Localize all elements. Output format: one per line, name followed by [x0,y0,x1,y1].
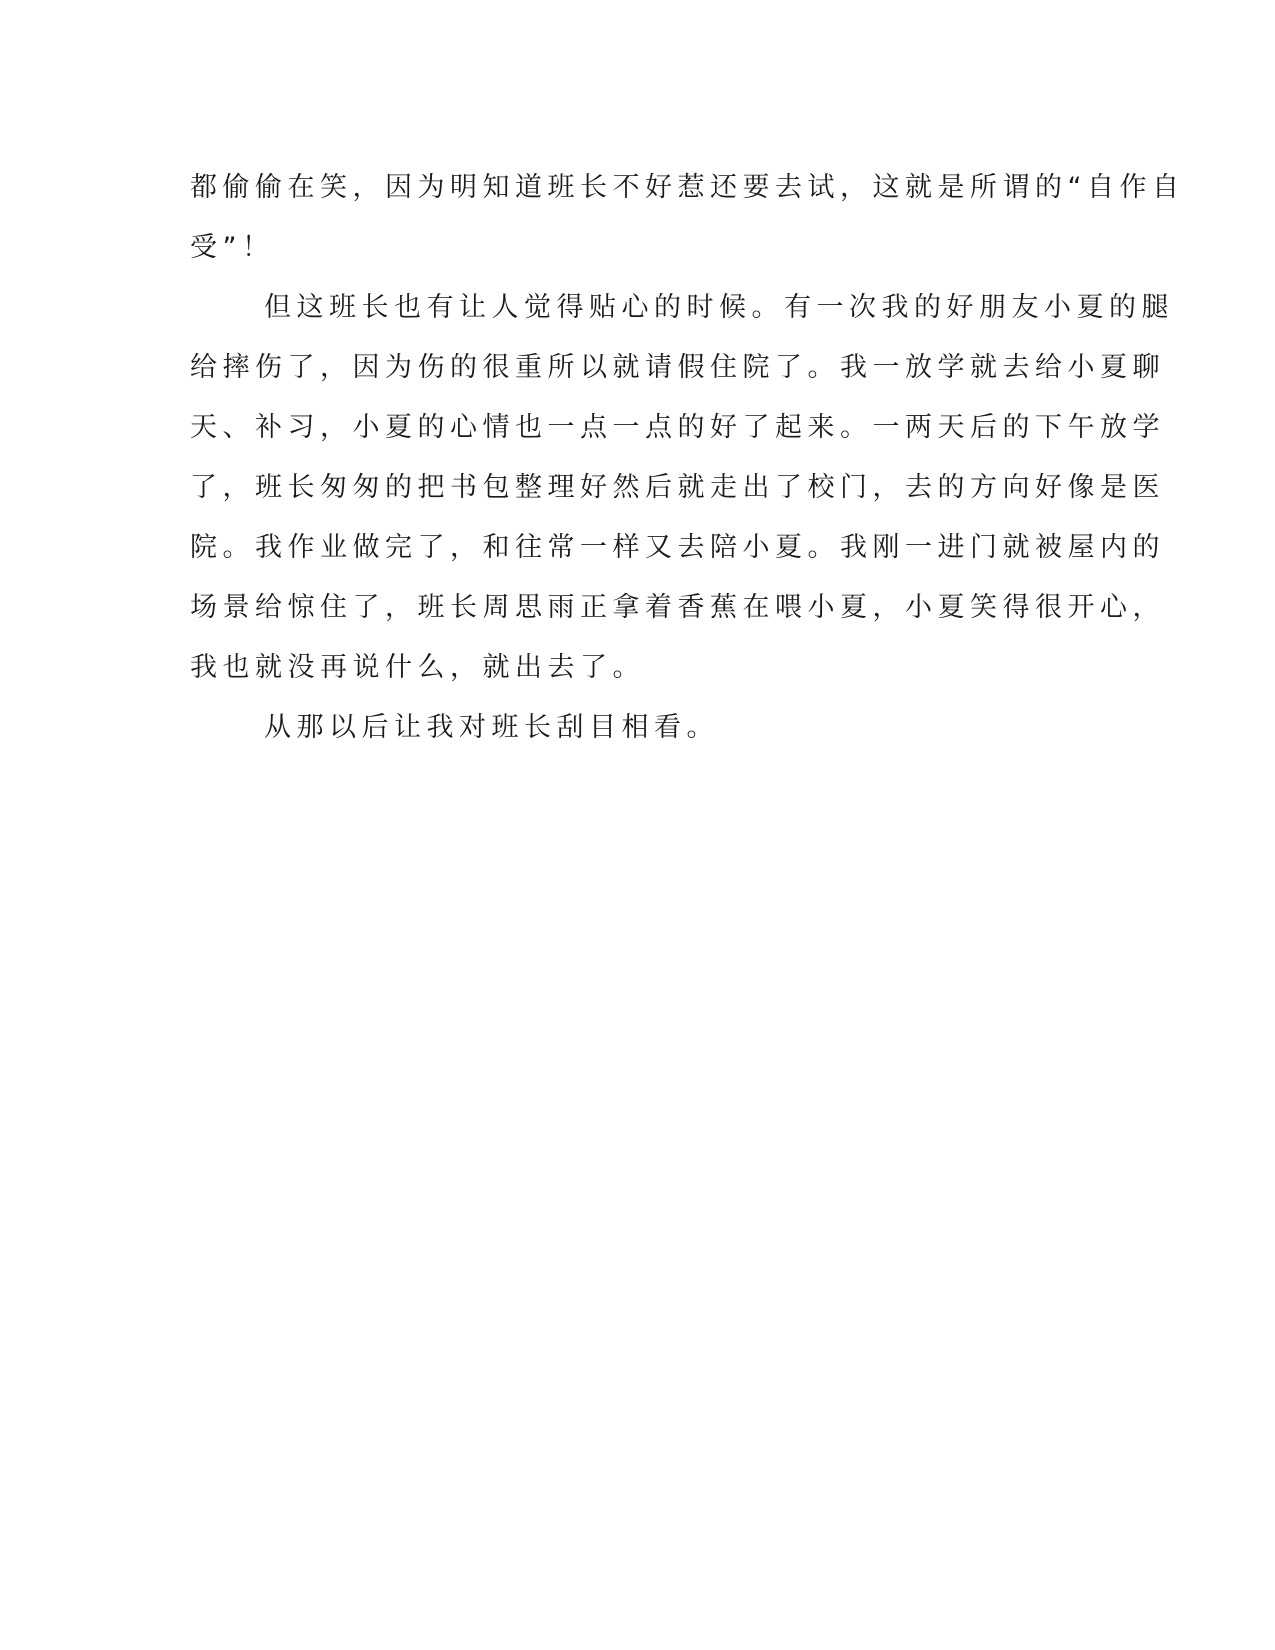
paragraph-start-line: 但这班长也有让人觉得贴心的时候。有一次我的好朋友小夏的腿 [264,292,1174,323]
text-line: 场景给惊住了，班长周思雨正拿着香蕉在喂小夏，小夏笑得很开心， [190,592,1165,623]
paragraph-start-line: 从那以后让我对班长刮目相看。 [264,712,719,743]
document-body [190,158,1185,758]
text-line: 给摔伤了，因为伤的很重所以就请假住院了。我一放学就去给小夏聊 [190,352,1165,383]
text-line: 受”！ [190,232,275,263]
text-line: 我也就没再说什么，就出去了。 [190,652,645,683]
text-line: 天、补习，小夏的心情也一点一点的好了起来。一两天后的下午放学 [190,412,1165,443]
text-line: 都偷偷在笑，因为明知道班长不好惹还要去试，这就是所谓的“自作自 [190,172,1185,203]
text-line: 了，班长匆匆的把书包整理好然后就走出了校门，去的方向好像是医 [190,472,1165,503]
text-line: 院。我作业做完了，和往常一样又去陪小夏。我刚一进门就被屋内的 [190,532,1165,563]
